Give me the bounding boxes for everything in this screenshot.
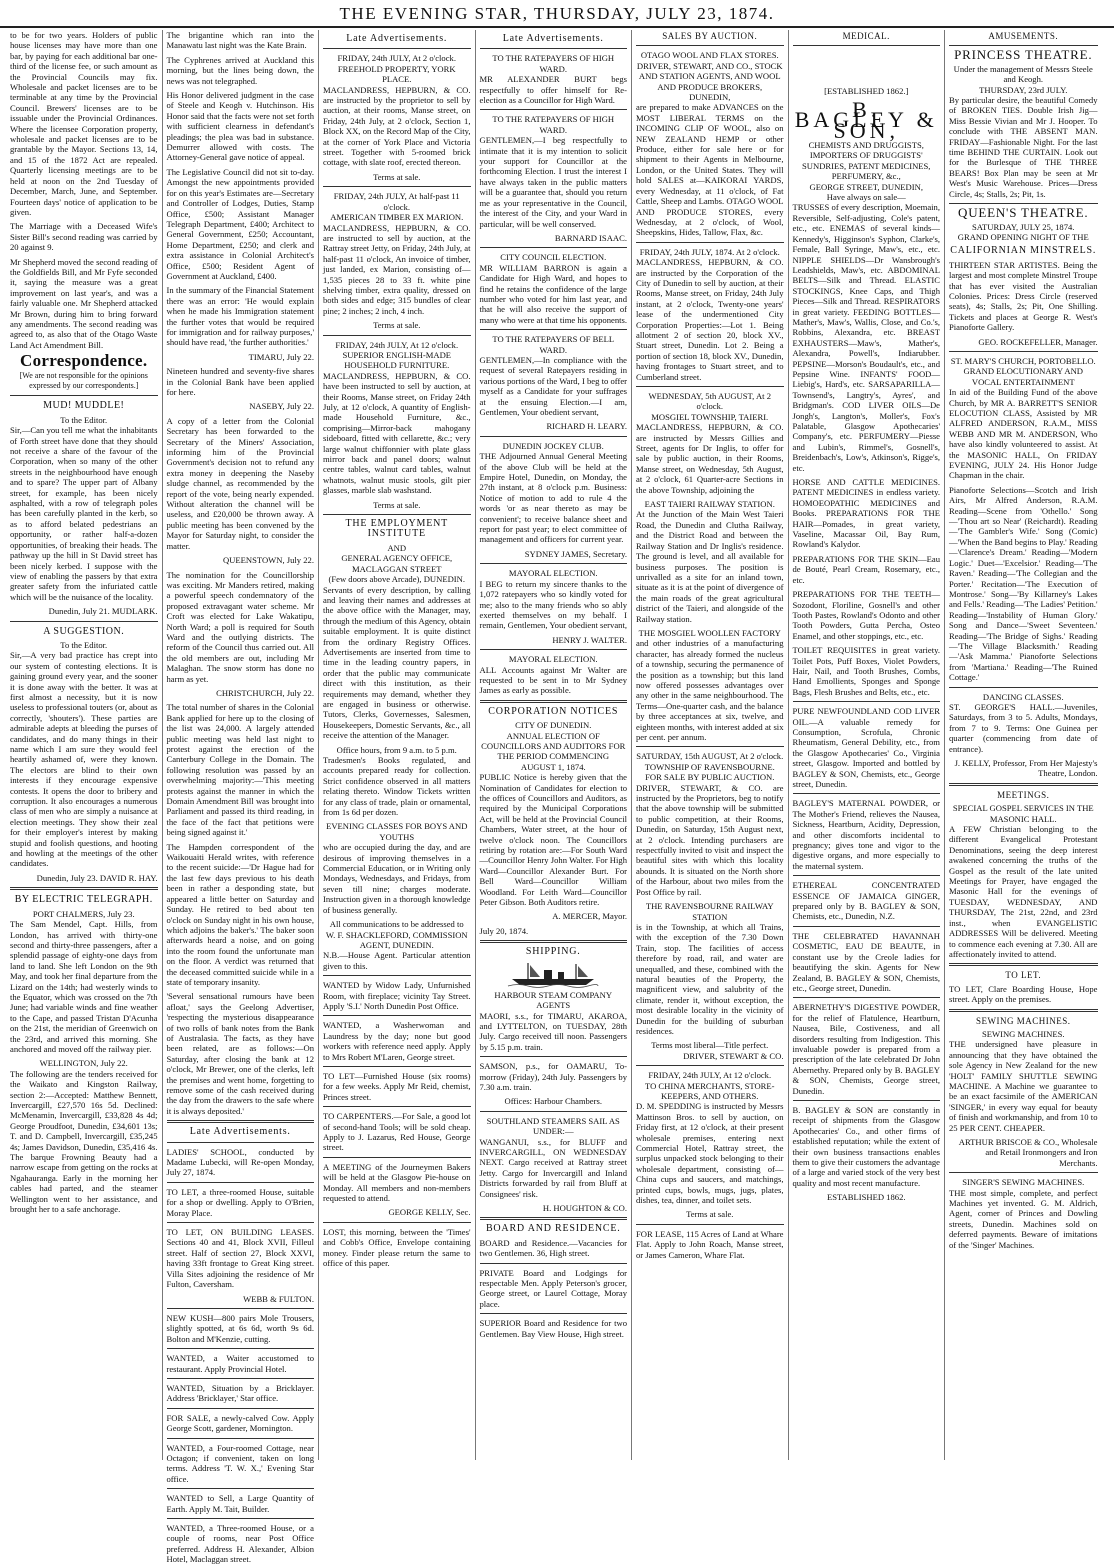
column-3: [319, 30, 476, 1460]
sale-title: SUPERIOR ENGLISH-MADE HOUSEHOLD FURNITURE.: [342, 349, 452, 371]
section-heading: AMUSEMENTS.: [988, 31, 1059, 41]
agent-note: N.B.—House Agent. Particular attention given to this.: [323, 950, 471, 971]
telegraph-body: The Sam Mendel, Capt. Hills, from London, has arrived with thirty-one second and thirty-three passengers, after a splendid passage of eighty-one days from land to land. She left London on the 9th May, and took her final departure from the Lizard on the 14th; had westerly winds to the Equator, which was crossed on the 7th June; had variable winds and fine weather to the Cape, and passed Tristan D'Acunha on the 21st, the meridian of Greenwich on the 23rd, and arrived this morning. She anchored and moved off the railway pier.: [10, 919, 158, 1054]
divider: [167, 1438, 315, 1439]
shipping-office: Offices: Harbour Chambers.: [504, 1096, 602, 1107]
divider: [949, 45, 1098, 46]
sale-date: SATURDAY, 15th AUGUST, At 2 o'clock.: [636, 751, 784, 762]
sale-title: MOSGIEL TOWNSHIP, TAIERI.: [651, 411, 769, 422]
divider: [793, 926, 941, 927]
section-heading: MEDICAL.: [842, 31, 890, 41]
disclaimer: [We are not responsible for the opinions expressed by our correspondents.]: [19, 370, 148, 390]
notice-signature: BARNARD ISAAC.: [554, 232, 627, 243]
theatre-programme: THIRTEEN STAR ARTISTES. Being the largest and most complete Minstrel Troupe that has ever visited the Australian Colonies. Prices: Dress Circle (reserved seats), 4s; Stalls, 2s; Pit, One Shilling. Tickets and places at George R. West's Pianoforte Gallery.: [949, 259, 1098, 333]
divider: [949, 203, 1098, 204]
divider: [323, 335, 471, 336]
sale-title: FREEHOLD PROPERTY, YORK PLACE.: [337, 63, 456, 85]
sale-title: OTAGO WOOL AND FLAX STORES.: [640, 50, 779, 61]
telegraph-heading: BY ELECTRIC TELEGRAPH.: [14, 894, 153, 906]
event-title: SPECIAL GOSPEL SERVICES IN THE MASONIC HALL.: [952, 803, 1094, 824]
letter-signature: Dunedin, July 21. MUDLARK.: [48, 606, 158, 617]
divider: [323, 1015, 471, 1016]
event-body: A FEW Christian belonging to the different Evangelical Protestant Denominations, seeing the deep interest awakened concerning the truths of the Gospel as the result of the late united Meetings for Prayer, have engaged the Masonic Hall for the evenings of TUESDAY, WEDNESDAY, AND THURSDAY, The 21st, 22nd, and 23rd inst., when EVANGELISTIC ADDRESSES Will be delivered. Meeting to commence each evening at 7.30. All are affectionately invited to attend.: [949, 824, 1098, 959]
institute-address: (Few doors above Arcade), DUNEDIN.: [328, 574, 465, 585]
theatre-title: QUEEN'S THEATRE.: [958, 205, 1089, 221]
notice-body: I BEG to return my sincere thanks to the 1,072 ratepayers who so kindly voted for me; also to the many friends who so ably exerted themselves on my behalf. I remain, Gentlemen, Your obedient servant,: [479, 578, 627, 631]
article-text: The Cyphrenes arrived at Auckland this morning, but the lines being down, the news was not telegraphed.: [166, 54, 314, 86]
divider: [793, 793, 941, 794]
notice-title: MAYORAL ELECTION.: [508, 654, 598, 665]
firm-name: B. BAGLEY & SON,: [794, 96, 938, 143]
shipping-heading: SHIPPING.: [525, 946, 581, 958]
column-7: [945, 30, 1102, 1460]
article-text: The nomination for the Councillorship was exciting. Mr Manders retired, making a powerful speech condemnatory of the proposed extravagant water scheme. Mr Croft was elected for Lake Wakatipu, North Ward; a poll is required for South Ward and the outlying districts. The reform of the Council thus carried out. All the old members are out, including Mr Malaghan. The snow storm has done no harm as yet.: [166, 569, 314, 684]
dateline: TIMARU, July 22.: [248, 351, 314, 362]
divider: [949, 1009, 1098, 1012]
notice-signature: HENRY J. WALTER.: [552, 634, 627, 645]
divider: [793, 997, 941, 998]
notice-body: ALL Accounts against Mr Walter are requested to be sent in to Mr Sydney James as early as possible.: [479, 664, 627, 696]
classified-ad: WANTED, a Washerwoman and Laundress by the day; none but good workers with reference need apply. Apply to Mrs Robert M'Laren, George street.: [323, 1020, 471, 1062]
divider: [10, 887, 158, 890]
institute-body: Tradesmen's Books regulated, and accounts prepared ready for collection. Strict confidence observed in all matters relating thereto. Window Tickets written for any class of trade, plain or ornamental, from 1s 6d per dozen.: [323, 755, 471, 818]
institute-body: Servants of every description, by calling and leaving their names and addresses at the above office with the Manager, may, through the medium of this Agency, obtain suitable employment. It is quite distinct from the ordinary Registry Offices. Advertisements are inserted from time to time in the leading country papers, in order that the public may communicate direct with this institution, as their requirements may demand, whether they are engaged in business or otherwise. Tutors, Clerks, Governesses, Salesmen, Housekeepers, Domestic Servants, &c., all receive the attention of the Manager.: [323, 584, 471, 741]
event-body: In aid of the Building Fund of the above Church, by MR A. BARRETT'S SENIOR ELOCUTION CLASS, Assisted by MR ALFRED ANDERSON, R.A.M., MISS WEBB AND MR M. ANDERSON, Who have also kindly volunteered to assist. At the MASONIC HALL, On FRIDAY EVENING, JULY 24. His Honor Judge Chapman in the chair.: [949, 387, 1098, 481]
institute-and: AND: [387, 542, 407, 553]
notice-body: GENTLEMEN,—I beg respectfully to intimate that it is my intention to solicit your support for Councillor at the forthcoming Election. I trust the interest I have always taken in the public matters will be a guarantee that, should you return me as your representative in the Council, the interest of the City, and your Ward in particular, will be well conserved.: [479, 135, 627, 229]
article-text: A copy of a letter from the Colonial Secretary has been forwarded to the Secretary of the Miners' Association, informing him of the Provincial Government's decision not to refund any extra money in deepening the Naseby sludge channel, as recommended by the report of the vote, being nearly expended. Without alteration the channel will be useless, and £20,000 be thrown away. A public meeting has been convened by the Mayor for Saturday night, to consider the matter.: [166, 415, 314, 551]
late-ads-heading: Late Advertisements.: [502, 33, 604, 44]
auction-ad: MACLANDRESS, HEPBURN, & CO. are instructed by Messrs Gillies and Street, agents for Dr Inglis, to offer for sale by public auction, in their Rooms, Manse street, on Wednesday, 5th August, at 2 o'clock, 61 Quarter-acre Sections in the above Township, adjoining the: [636, 422, 784, 495]
institute-subtitle: GENERAL AGENCY OFFICE, MACLAGGAN STREET: [341, 553, 453, 574]
article-text: The Legislative Council did not sit to-day. Amongst the new appointments provided for on this year's Estimates are—Secretary and Controller of Lodges, Duties, Stamp Office, £500; Assistant Manager Telegraph Department, £400; Architect to General Government, £250; Accountant, Home Department, £250; and clerk and extra assistance in Colonial Architect's Office, £500; Resident Agent of Government at Auckland, £400.: [166, 166, 314, 281]
letter-body: Sir,—A very bad practice has crept into our system of contesting elections. It is gaining ground every year, and the sooner it is done away with the better. It was at first almost a necessity, but it is now useless to professional touters (or, about as correctly, 'shouters'). These parties are admirable adepts at bleeding the purses of candidates, and do many things in their name which I am sure they would feel heartily ashamed of, were they known. The electors are blind to their own interests if they encourage expensive contests. It opens the door to bribery and corruption. It also encourages a numerous class of men who are simply a nuisance at election meetings. They show their zeal for their employer's interest by making stupid and foolish questions, and hooting and howling at the meetings of the other candidates.: [10, 650, 158, 869]
divider: [167, 1182, 315, 1183]
sale-title: THE RAVENSBOURNE RAILWAY STATION: [645, 901, 774, 922]
shipping-notice: MAORI, s.s., for TIMARU, AKAROA, and LYTTELTON, on TUESDAY, 28th July. Cargo received till noon. Passengers by 5.15 p.m. train.: [479, 1010, 627, 1052]
letter-salutation: To the Editor.: [60, 414, 108, 425]
medical-ad: B. BAGLEY & SON are constantly in receipt of shipments from the Glasgow Apothecaries' Co., and other firms of established reputation; while the extent of their own business transactions enables them to give their customers the advantage of a large and varied stock of the very best quality and most recent manufacture.: [792, 1104, 940, 1188]
firm-intro: Have always on sale—: [826, 192, 906, 203]
sale-title: EAST TAIERI RAILWAY STATION.: [644, 499, 775, 510]
divider: [636, 746, 784, 747]
divider: [323, 1222, 471, 1223]
divider: [636, 1224, 784, 1225]
divider: [323, 1066, 471, 1067]
divider: [480, 329, 628, 330]
theatre-date: SATURDAY, JULY 25, 1874.: [972, 221, 1075, 232]
dateline: QUEENSTOWN, July 22.: [222, 555, 314, 566]
notice-body: MR WILLIAM BARRON is again a Candidate for High Ward, and hopes to find he retains the confidence of the large number who voted for him last year, and that he will also receive the support of many who were at that time his opponents.: [479, 262, 627, 325]
telegraph-body: The following are the tenders received for the Waikato and Kingston Railway, section 2:—Accepted: Matthew Bennett, Invercargill, £27,570 16s 5d. Declined: McMenamin, Invercargill, £33,828 4s 4d; George Proudfoot, Dunedin, £34,601 13s; T. and D. Campbell, Invercargill, £35,245 4s; James Davidson, Dunedin, £35,416 4s. The barque Frowning Beauty had a narrow escape from getting on the rocks at Ngahauranga. Early in the morning her cables had parted, and the steamer Wellington went to her assistance, and brought her to a safe anchorage.: [10, 1068, 158, 1215]
auction-ad: D. M. SPEDDING is instructed by Messrs Mattinson Bros. to sell by auction, on Friday first, at 12 o'clock, at their present wholesale premises, entering next Commercial Hotel, Rattray street, the surplus unpacked stock belonging to their wholesale department, consisting of—China cups and saucers, and matchings, printed cups, bowls, mugs, jugs, plates, dishes, tea, dinner, and toilet sets.: [636, 1101, 784, 1206]
auction-ad: is in the Township, at which all Trains, with the exception of the 7.30 Down Train, stop. The facilities of access therefore by road, rail, and water are unequalled, and these, combined with the natural beauties of the Property, the magnificent view, and salubrity of the climate, render it, without exception, the most desirable locality in the vicinity of Dunedin for the building of suburban residences.: [636, 921, 784, 1036]
notice-body: PUBLIC Notice is hereby given that the Nomination of Candidates for election to the offices of Councillors and Auditors, as required by the Municipal Corporations Act, will be held at the Provincial Council Chambers, Water street, at the hour of twelve o'clock noon. The Councillors retiring by rotation are:—For South Ward—Councillor Henry John Walter. For High Ward—Councillor Alexander Burt. For Bell Ward—Councillor William Woodland. For Leith Ward—Councillor Peter Gibson. Both Auditors retire.: [479, 772, 627, 908]
office-hours: Office hours, from 9 a.m. to 5 p.m.: [336, 744, 457, 755]
sale-title: AMERICAN TIMBER EX MARION.: [330, 212, 464, 223]
article-text: Mr Shepherd moved the second reading of the Goldfields Bill, and Mr Fyfe seconded it, saying the measure was a great improvement on last year's, and was a fairly valuable one. Mr Shepherd attacked Mr Brown, during him to bring forward any amendments. The second reading was agreed to, as also that of the Otago Waste Land Act Amendment Bill.: [10, 256, 158, 350]
divider: [167, 1378, 315, 1379]
event-title: SINGER'S SEWING MACHINES.: [962, 1177, 1085, 1188]
sewing-ad: THE most simple, complete, and perfect Machines yet invented. G. M. Aldrich, Agent, corner of Princes and Dowling streets, Dunedin. Machines sold on deferred payments. Beware of imitations of the 'Singer' Machines.: [949, 1187, 1098, 1250]
notice-title: TO THE RATEPAYERS OF HIGH WARD.: [492, 53, 615, 74]
dateline: NASEBY, July 22.: [249, 401, 314, 412]
sewing-ad: THE undersigned have pleasure in announcing that they have obtained the sole Agency in New Zealand for the new 'HOLT' FAMILY SHUTTLE SEWING MACHINE. A Machine we guarantee to be an exact facsimile of the AMERICAN 'SINGER,' in every way equal for beauty of finish and workmanship, and from 10 to 25 PER CENT. CHEAPER.: [949, 1039, 1098, 1133]
late-ads-heading: Late Advertisements.: [189, 1126, 291, 1138]
article-text: His Honor delivered judgment in the case of Steele and Keogh v. Hutchinson. His Honor said that the facts were not set forth with sufficient clearness in defendant's pleadings; the plea was bad in substance. Demurrer allowed with costs. The Attorney-General gave notice of appeal.: [166, 90, 314, 163]
ad-signature: GEO. ROCKEFELLER, Manager.: [978, 336, 1098, 347]
steamship-icon: [508, 961, 598, 987]
divider: [480, 563, 628, 564]
auction-ad: are prepared to make ADVANCES on the MOST LIBERAL TERMS on the INCOMING CLIP OF WOOL, also on NEW ZEALAND HEMP or other Produce, either for sale here or for shipment to their Agents in Melbourne, London, or the United States. They will hold SALES at—KAIKORAI YARDS, every Wednesday, at 11 o'clock, of Fat Cattle, Sheep and Lambs. OTAGO WOOL AND PRODUCE STORES, every Wednesday, at 2 o'clock, of Wool, Sheepskins, Hides, Tallow, Flax, &c.: [636, 102, 784, 238]
sale-terms: Terms at sale.: [373, 171, 421, 182]
notice-signature: A. MERCER, Mayor.: [552, 911, 627, 922]
event-body: ST. GEORGE'S HALL.—Juveniles, Saturdays, from 3 to 5. Adults, Mondays, from 7 to 9. Terms: One Guinea per quarter (commencing from date of entrance).: [949, 701, 1098, 754]
page-columns: [6, 30, 1110, 1565]
classified-ad: PRIVATE Board and Lodgings for respectable Men. Apply Peterson's grocer, George street, or Laurel Cottage, Moray place.: [479, 1267, 627, 1309]
article-text: The Marriage with a Deceased Wife's Sister Bill's second reading was carried by 20 against 9.: [10, 221, 158, 253]
auction-ad: MACLANDRESS, HEPBURN, & CO. are instructed by the proprietor to sell by auction, at their rooms, Manse street, on Friday, 24th July, at 2 o'clock, Section 1, Block XX, on the Record Map of the City, at the corner of York Place and Victoria street. Together with 5-roomed brick cottage, with slate roof, erected thereon.: [323, 84, 471, 168]
auction-ad: MACLANDRESS, HEPBURN, & CO. have been instructed to sell by auction, at their Rooms, Manse street, on Friday 24th July, at 12 o'clock, A quantity of English-made Household Furniture, &c., comprising—Mirror-back mahogany sideboard, fitted with cellarette, &c.; very large walnut chiffonnier with plate glass mirror back and panel doors; walnut centre tables, walnut card tables, walnut whatnots, walnut music stools, gilt pier glasses, marble slab washstand.: [323, 370, 471, 496]
letter-salutation: To the Editor.: [60, 639, 108, 650]
letter-signature: Dunedin, July 23. DAVID R. HAY.: [36, 872, 158, 883]
section-heading: SEWING MACHINES.: [976, 1015, 1071, 1026]
divider: [480, 1263, 628, 1264]
sale-date: FRIDAY, 24th JULY, At 2 o'clock.: [337, 53, 456, 64]
divider: [636, 1065, 784, 1066]
event-programme: Pianoforte Selections—Scotch and Irish Airs, Mr Alfred Anderson, R.A.M. Reading—Scene from 'Othello.' Song—'Thou art so Near' (Reichardt). Reading—'The Gambler's Wife.' Song (Comic)—'When the Band begins to Play.' Reading—'Clarence's Dream.' Reading—'Modern Logic.' Duet—'Excelsior.' Reading—'The Raven.' Reading—'The Collegian and the Porter.' Recitation—'The Execution of Montrose.' Song—'By Killarney's Lakes and Fells.' Reading—'The Ladies' Petition.' Reading—'Instability of Human Glory.' Song and Dance—'Sweet Seventeen.' Reading—'The Bridge of Sighs.' Reading—'The Village Blacksmith.' Reading—'Ask Mamma.' Pianoforte Selections from 'Martiana.' Reading—'The Ruined Cottage.': [949, 484, 1098, 683]
product-list: PREPARATIONS FOR THE TEETH—Sozodont, Floriline, Gosnell's and other Tooth Pastes, Rowland's Odonto and other Tooth Powders, Gutta Percha, Osteo Enamel, and other stoppings, etc., etc.: [792, 589, 940, 641]
classified-ad: TO LET, Clare Boarding House, Hope street. Apply on the premises.: [949, 983, 1098, 1005]
sale-title: TO CHINA MERCHANTS, STORE-KEEPERS, AND OTHERS.: [644, 1080, 775, 1101]
column-6: [789, 30, 946, 1460]
medical-ad: PURE NEWFOUNDLAND COD LIVER OIL.—A valuable remedy for Consumption, Scrofula, Chronic Rheumatism, General Debility, etc., from the Glasgow Apothecaries' Co., Virginia street, Glasgow. Imported and bottled by BAGLEY & SON, Chemists, etc., George street, Dunedin.: [792, 706, 940, 789]
ad-signature: WEBB & FULTON.: [243, 1293, 314, 1304]
divider: [167, 1408, 315, 1409]
medical-ad: ETHEREAL CONCENTRATED ESSENCE OF JAMAICA GINGER, prepared only by B. BAGLEY & SON, Chemists, etc., Dunedin, N.Z.: [792, 880, 940, 922]
notice-title: CITY OF DUNEDIN.: [515, 720, 592, 731]
divider: [10, 621, 158, 622]
notice-body: THE Adjourned Annual General Meeting of the above Club will be held at the Empire Hotel, Dunedin, on Monday, the 27th instant, at 8 o'clock p.m. Business: Notice of motion to add to rule 4 the words 'or as near thereto as may be convenient'; to receive balance sheet and report for past year; to elect committee of management and officers for current year.: [479, 451, 627, 545]
divider: [480, 247, 628, 248]
divider: [636, 242, 784, 243]
divider: [480, 649, 628, 650]
newspaper-title: THE EVENING STAR, THURSDAY, JULY 23, 1874.: [339, 4, 775, 23]
divider: [949, 783, 1098, 786]
classified-ad: BOARD and Residence.—Vacancies for two Gentlemen. 36, High street.: [479, 1237, 627, 1259]
sale-date: FRIDAY, 24th JULY, At 12 o'clock.: [335, 339, 459, 350]
divider: [10, 395, 158, 396]
divider: [167, 1488, 315, 1489]
auction-ad: MACLANDRESS, HEPBURN, & CO. are instructed by the Corporation of the City of Dunedin to sell by auction, at their Rooms, Manse street, on Friday, 24th July instant, at 2 o'clock, Twenty-one years' lease of the undermentioned City Corporation Properties:—Lot 1. Being allotment 2 of section 20, block XV., Stuart street, Dunedin. Lot 2. Being a portion of section 18, block XV., Dunedin, having frontages to Stuart street, and to Cumberland street.: [636, 257, 784, 382]
sale-subtitle: FOR SALE BY PUBLIC AUCTION.: [645, 772, 775, 783]
notice-title: HARBOUR STEAM COMPANY AGENTS: [494, 989, 613, 1011]
medical-ad: BAGLEY'S MATERNAL POWDER, or The Mother's Friend, relieves the Nausea, Sickness, Heartburn, Acidity, Depression, and other discomforts incidental to pregnancy; gives tone and vigor to the digestive organs, and more especially to the maternal system.: [792, 798, 940, 871]
board-heading: BOARD AND RESIDENCE.: [485, 1223, 621, 1235]
divider: [480, 1313, 628, 1314]
classified-ad: TO CARPENTERS.—For Sale, a good lot of second-hand Tools; will be sold cheap. Apply to J. Lazarus, Red House, George street.: [323, 1111, 471, 1153]
product-list: TOILET REQUISITES in great variety. Toilet Pots, Puff Boxes, Violet Powders, Hair, Nail, and Tooth Brushes, Combs, Hand Emollients, Sponges and Sponge Bags, Flesh Brushes and Belts, etc., etc.: [792, 645, 940, 697]
divider: [323, 514, 471, 515]
divider: [480, 1217, 628, 1220]
sale-terms: Terms at sale.: [686, 1209, 734, 1220]
classes-address: All communications to be addressed to: [329, 919, 464, 930]
column-1: [6, 30, 163, 1460]
classified-ad: WANTED to Sell, a Large Quantity of Earth. Apply M. Tait, Builder.: [166, 1493, 314, 1514]
established-note: [ESTABLISHED 1862.]: [824, 86, 909, 97]
sale-date: FRIDAY, 24th JULY, 1874. At 2 o'clock.: [639, 246, 780, 257]
ad-signature: ARTHUR BRISCOE & CO., Wholesale and Retail Ironmongers and Iron Merchants.: [958, 1137, 1098, 1168]
letter-title: A SUGGESTION.: [43, 625, 125, 637]
divider: [480, 1056, 628, 1057]
article-text: In the summary of the Financial Statement there was an error: 'He would explain when he made his Immigration statement the further votes that would be required for immigration and for railway purposes,' should have read, 'the further authorities.': [166, 285, 314, 348]
classified-ad: TO LET, a three-roomed House, suitable for a shop or dwelling. Apply to O'Brien, Moray Place.: [166, 1186, 314, 1218]
divider: [480, 436, 628, 437]
article-text: 'Several sensational rumours have been afloat,' says the Geelong Advertiser, 'respecting the mysterious disappearance of two rolls of bank notes from the Bank of Australasia. The facts, as they have been related, are as follows:—On Saturday, after closing the bank at 12 o'clock, Mr Brewer, one of the clerks, left the premises and went home, forgetting to remove some of the cash received during the day from the drawers to the safe where it is always deposited.': [166, 991, 314, 1116]
theatre-date: THURSDAY, 23rd JULY.: [979, 84, 1068, 95]
established-note: ESTABLISHED 1862.: [826, 1192, 906, 1203]
medical-ad: ABERNETHY'S DIGESTIVE POWDER, for the relief of Flatulence, Heartburn, Nausea, Bile, Costiveness, and all disorders resulting from Indigestion. This invaluable powder is prepared from a prescription of the late celebrated Dr John Abernethy. Prepared only by B. BAGLEY & SON, Chemists, George street, Dunedin.: [792, 1002, 940, 1096]
notice-signature: RICHARD H. LEARY.: [546, 421, 627, 432]
auction-ad: DRIVER, STEWART, & CO. are instructed by the Proprietors, beg to notify that the above township will be submitted to public competition, at their Rooms, Dunedin, on Saturday, 15th August next, at 2 o'clock. Intending purchasers are respectfully invited to visit and inspect the beautiful sites with which this locality abounds. It is situated on the North shore of the Harbour, about two miles from the Post Office by rail.: [636, 782, 784, 897]
divider: [949, 351, 1098, 352]
divider: [167, 1120, 315, 1123]
ad-signature: GEORGE KELLY, Sec.: [388, 1207, 471, 1218]
auction-ad: At the Junction of the Main West Taieri Road, the Dunedin and Clutha Railway, and the District Road and between the Railway Station and Dr Inglis's residence. The ground is level, and all available for business purposes. The position is unrivalled as a site for an inland town, situate as it is at the point of divergence of the main roads of the great agricultural district of the Taieri, and alongside of the Railway station.: [636, 509, 784, 624]
theatre-title: PRINCESS THEATRE.: [954, 47, 1093, 63]
classified-ad: WANTED by Widow Lady, Unfurnished Room, with fireplace; vicinity Tay Street. Apply 'S.I.' North Dunedin Post Office.: [323, 980, 471, 1011]
sale-title: THE MOSGIEL WOOLLEN FACTORY: [638, 627, 781, 638]
article-text: Nineteen hundred and seventy-five shares in the Colonial Bank have been applied for here.: [166, 366, 314, 397]
article-text: The brigantine which ran into the Manawatu last night was the Kate Brain.: [166, 30, 314, 51]
section-heading: TO LET.: [1005, 970, 1042, 981]
agent-name: W. F. SHACKLEFORD, COMMISSION AGENT, DUNEDIN.: [325, 929, 468, 950]
sale-date: FRIDAY, 24th JULY, At half-past 11 o'clock.: [333, 191, 460, 212]
ad-signature: DRIVER, STEWART & CO.: [683, 1050, 784, 1061]
notice-date: July 20, 1874.: [479, 925, 529, 936]
correspondence-heading: Correspondence.: [20, 351, 148, 371]
column-4: [476, 30, 633, 1460]
divider: [636, 45, 784, 46]
divider: [323, 186, 471, 187]
section-heading: SALES BY AUCTION.: [662, 31, 758, 41]
article-text: The Hampden correspondent of the Waikouaiti Herald writes, with reference to the recent suicide:—'Dr Hague had for the last few days previous to his death been in rather a desponding state, but appeared a little better on Saturday and Sunday. He retired to bed about ten o'clock on Sunday night in his own house, which adjoins the baker's.' The baker soon afterwards heard a noise, and on going into the room found the unfortunate man on the floor. A verdict was returned that the deceased committed suicide while in a state of temporary insanity.: [166, 841, 314, 987]
classes-body: who are occupied during the day, and are desirous of improving themselves in a Commercial Education, or in Writing only Mondays, Wednesdays, and Fridays, from seven till nine; charges moderate. Instruction given in a thorough knowledge of business generally.: [323, 842, 471, 915]
divider: [480, 1111, 628, 1112]
sale-terms: Terms most liberal—Title perfect.: [651, 1040, 769, 1051]
divider: [949, 963, 1098, 966]
corporation-heading: CORPORATION NOTICES: [488, 705, 619, 717]
classified-ad: TO LET—Furnished House (six rooms) for a few weeks. Apply Mr Reid, chemist, Princes street.: [323, 1070, 471, 1102]
notice-title: TO THE RATEPAYERS OF BELL WARD.: [492, 334, 615, 355]
classified-ad: WANTED, a Waiter accustomed to restaurant. Apply Provincial Hotel.: [166, 1353, 314, 1374]
divider: [793, 1100, 941, 1101]
divider: [636, 386, 784, 387]
troupe-name: CALIFORNIAN MINSTRELS.: [950, 245, 1097, 257]
divider: [949, 1172, 1098, 1173]
divider: [323, 48, 471, 49]
divider: [167, 1222, 315, 1223]
section-heading: MEETINGS.: [997, 789, 1050, 800]
classified-ad: NEW KUSH—800 pairs Mole Trousers, slightly spotted, at 6s 6d, worth 9s 6d. Bolton and M'Kenzie, cutting.: [166, 1312, 314, 1344]
theatre-programme: By particular desire, the beautiful Comedy of BROKEN TIES. Double Irish Jig—Miss Bessie Vivian and Mr J. Hooper. To conclude with THE ABSENT MAN. FRIDAY—Fashionable Night. For the last time BEHIND THE CURTAIN. Look out for the Burlesque of THE THREE BEARS! Box Plan may be seen at Mr West's Music Warehouse. Prices—Dress Circle, 4s; Stalls, 2s; Pit, 1s.: [949, 95, 1098, 199]
notice-signature: SYDNEY JAMES, Secretary.: [524, 548, 627, 559]
theatre-opening: GRAND OPENING NIGHT OF THE: [957, 231, 1089, 242]
notice-title: TO THE RATEPAYERS OF HIGH WARD.: [492, 114, 615, 135]
classified-ad: LADIES' SCHOOL, conducted by Madame Lubecki, will Re-open Monday, July 27, 1874.: [166, 1146, 314, 1178]
classified-ad: WANTED, a Four-roomed Cottage, near Octagon; if convenient, taken on long terms. Address 'T. W. X.,' Evening Star office.: [166, 1442, 314, 1484]
divider: [480, 700, 628, 703]
notice-title: MAYORAL ELECTION.: [508, 568, 598, 579]
ad-signature: J. KELLY, Professor, From Her Majesty's Theatre, London.: [954, 758, 1098, 779]
notice-subtitle: ANNUAL ELECTION OF COUNCILLORS AND AUDITORS FOR THE PERIOD COMMENCING AUGUST 1, 1874.: [481, 730, 626, 772]
firm-subtitle: CHEMISTS AND DRUGGISTS, IMPORTERS OF DRUGGISTS' SUNDRIES, PATENT MEDICINES, PERFUMERY, &c.,: [802, 140, 931, 182]
firm-address: GEORGE STREET, DUNEDIN,: [809, 181, 923, 192]
divider: [480, 109, 628, 110]
sale-date: FRIDAY, 24th JULY, At 12 o'clock.: [648, 1070, 772, 1081]
notice-title: DUNEDIN JOCKEY CLUB.: [502, 440, 604, 451]
column-2: [163, 30, 320, 1565]
classified-ad: SUPERIOR Board and Residence for two Gentlemen. Bay View House, High street.: [479, 1318, 627, 1339]
letter-title: MUD! MUDDLE!: [43, 400, 125, 412]
event-subtitle: GRAND ELOCUTIONARY AND VOCAL ENTERTAINMENT: [963, 366, 1083, 387]
column-5: [632, 30, 789, 1460]
divider: [167, 1308, 315, 1309]
notice-body: GENTLEMEN,—In compliance with the request of several Ratepayers residing in various portions of the Ward, I beg to offer myself as a Candidate for your suffrages at the ensuing Election.—I am, Gentlemen, Your obedient servant,: [479, 354, 627, 417]
classified-ad: TO LET, ON BUILDING LEASES. Sections 40 and 41, Block XVII, Filleul street. Half of section 27, Block XXVI, having 33ft frontage to Great King street. Villa Sites adjoining the residence of Mr Fulton, Caversham.: [166, 1227, 314, 1290]
divider: [949, 687, 1098, 688]
divider: [323, 1106, 471, 1107]
letter-body: Sir,—Can you tell me what the inhabitants of Forth street have done that they should not receive a share of the favour of the Corporation, when so many of the other streets in the neighbourhood have enough and to spare? The upper part of Albany street, for example, has been nicely asphalted, with a row of telegraph poles has been carefully planted in the kerb, so as to afford belated pedestrians an opportunity, or rather half-a-dozen opportunities, of breaking their heads. The pathway up the hill in St David street has been nicely kerbed. I suppose with the view of enabling the passers by that extra greater safety from the infuriated cattle which will be the nuisance of the locality.: [10, 425, 158, 602]
firm-name: DRIVER, STEWART, AND CO., STOCK AND STATION AGENTS, AND WOOL AND PRODUCE BROKERS, DUNEDIN,: [636, 60, 783, 103]
product-list: TRUSSES of every description, Moemain, Reversible, Self-adjusting, Cole's patent, etc., etc. ENEMAS of several kinds—Kennedy's, Higginson's Syphon, Clarke's, Female, Ball Syringe, Maw's, etc., etc. NIPPLE SHIELDS—Dr Wansbrough's Leadshields, Maw's, etc. ABDOMINAL BELTS—Silk and Thread. ELASTIC STOCKINGS, Knee Caps, and Thigh Pieces—Silk and Thread. RESPIRATORS in great variety. FEEDING BOTTLES—Mather's, Maw's, Wallis, Close, and Co.'s, Robbins, Alexandra, etc. BREAST EXHAUSTERS—Maw's, Mather's, Alexandra, Powell's, Indiarubber. PEPSINE—Morson's Boudault's, etc., and Pepsine Wine. INFANTS' FOOD—Liebig's, Hard's, etc. SARSAPARILLA—Townsend's, Langtry's, Ayres', and Bridgman's. COD LIVER OILS—De Jongh's, Langton's, Moller's, Fox's Palatable, Glasgow Apothecaries' Company's, etc. PERFUMERY—Piesse and Lubin's, Rimmel's, Gosnell's, Breidenbach's, Low's, Atkinson's, Rigge's, etc.: [792, 202, 940, 473]
divider: [480, 940, 628, 943]
classified-ad: LOST, this morning, between the 'Times' and Cobb's Office, Envelope containing money. Finder please return the same to office of this paper.: [323, 1226, 471, 1269]
divider: [167, 1348, 315, 1349]
shipping-notice: SAMSON, p.s., for OAMARU, To-morrow (Friday), 24th July. Passengers by 7.30 a.m. train.: [479, 1061, 627, 1092]
institute-title: THE EMPLOYMENT INSTITUTE: [345, 518, 449, 540]
product-list: HORSE AND CATTLE MEDICINES. PATENT MEDICINES in endless variety. HOMOEOPATHIC MEDICINES and Books. PREPARATIONS FOR THE HAIR—Pomades, in great variety, Vaseline, Macassar Oil, Bay Rum, Rowland's Kalydor.: [792, 477, 940, 550]
classified-ad: WANTED, Situation by a Bricklayer. Address 'Bricklayer,' Star office.: [166, 1382, 314, 1404]
classified-ad: WANTED, a Three-roomed House, or a couple of rooms, near Post Office preferred. Address H. Alexander, Albion Hotel, Maclaggan street.: [166, 1523, 314, 1565]
notice-body: MR ALEXANDER BURT begs respectfully to offer himself for Re-election as a Councillor for High Ward.: [479, 74, 627, 106]
notice-title: SOUTHLAND STEAMERS SAIL AS UNDER:—: [486, 1115, 620, 1137]
medical-ad: THE CELEBRATED HAVANNAH COSMETIC, EAU DE BEAUTE, in constant use by the Creole ladies for beautifying the skin. Agents for New Zealand, B. BAGLEY & SON, Chemists, etc., George street, Dunedin.: [792, 930, 940, 993]
sale-date: WEDNESDAY, 5th AUGUST, At 2 o'clock.: [648, 391, 772, 412]
classified-ad: FOR SALE, a newly-calved Cow. Apply George Scott, gardener, Mornington.: [166, 1412, 314, 1434]
divider: [480, 48, 628, 49]
auction-ad: and other industries of a manufacturing character, has already formed the nucleus of a township, securing the permanence of the position as a township; but this land now offered possesses advantages over any other in the same neighbourhood. The Terms—One-quarter cash, and the balance by three acceptances at six, twelve, and eighteen months, with interest added at six per cent. per annum.: [636, 638, 784, 742]
event-title: SEWING MACHINES.: [981, 1028, 1065, 1039]
sale-title: TOWNSHIP OF RAVENSBOURNE.: [644, 761, 775, 772]
event-title: DANCING CLASSES.: [982, 691, 1064, 702]
dateline: CHRISTCHURCH, July 22.: [216, 687, 314, 698]
dateline: PORT CHALMERS, July 23.: [32, 908, 135, 919]
auction-ad: MACLANDRESS, HEPBURN, & CO. are instructed to sell by auction, at the Rattray street Jetty, on Friday, 24th July, at half-past 11 o'clock, An invoice of timber, just landed, ex Marion, consisting of—1,535 pieces 28 to 33 ft. white pine shelving timber, extra quality, dressed on both sides and edge; 315 bundles of clear pine; 2 inches; 2 inch, 4 inch.: [323, 222, 471, 316]
sale-terms: Terms at sale.: [373, 499, 421, 510]
late-ads-heading: Late Advertisements.: [346, 33, 448, 44]
divider: [793, 45, 941, 46]
divider: [167, 1142, 315, 1143]
sale-terms: Terms at sale.: [373, 320, 421, 331]
divider: [323, 1157, 471, 1158]
masthead: [0, 0, 1114, 28]
divider: [167, 1518, 315, 1519]
notice-title: CITY COUNCIL ELECTION.: [500, 252, 607, 263]
classified-ad: A MEETING of the Journeymen Bakers will be held at the Glasgow Pie-house on Monday. All members and non-members requested to attend.: [323, 1161, 471, 1204]
shipping-notice: WANGANUI, s.s., for BLUFF and INVERCARGILL, ON WEDNESDAY NEXT. Cargo received at Rattray street Jetty. Cargo for Invercargill and Inland Districts forwarded by rail from Bluff at Consignees' risk.: [479, 1136, 627, 1199]
dateline: WELLINGTON, July 22.: [39, 1058, 128, 1069]
divider: [793, 701, 941, 702]
article-text: The total number of shares in the Colonial Bank applied for here up to the closing of the list was 24,000. A largely attended public meeting was held last night to protest against the erection of the Canterbury College in the Domain. The following resolution was passed by an overwhelming majority:—'This meeting protests against the manner in which the Domain Amendment Bill was brought into Parliament and passed its third reading, in the face of the fact that petitions were being signed against it.': [166, 702, 314, 838]
divider: [793, 875, 941, 876]
classified-ad: FOR LEASE, 115 Acres of Land at Whare Flat. Apply to John Roach, Manse street, or James Cameron, Whare Flat.: [636, 1228, 784, 1260]
event-title: ST. MARY'S CHURCH, PORTOBELLO.: [950, 355, 1096, 366]
product-list: PREPARATIONS FOR THE SKIN—Eau de Bouté, Pearl Cream, Rosemary, etc., etc.: [792, 553, 940, 585]
article-text: to be for two years. Holders of public house licenses may have more than one bar, by paying for each additional bar one-third of the license fee, or such amount as the Provincial Councils may fix. Wholesale and packet licenses are to be terminable at any time by the Provincial Council. Brewers' licenses are to be issuable under the Provincial Ordinances. Where the licensee Corporation property, wholesale and packet licenses are to be grantable by the Mayor. Sections 13, 14, and 15 of the 1872 Act are repealed. Quarterly licensing meetings are to be held at noon on the 2nd Tuesday of December, March, June, and September. Fourteen days' notice of application to be given.: [10, 30, 158, 217]
notice-signature: H. HOUGHTON & CO.: [542, 1203, 627, 1213]
divider: [323, 975, 471, 976]
classes-title: EVENING CLASSES FOR BOYS AND YOUTHS: [326, 821, 468, 842]
theatre-management: Under the management of Messrs Steele and Keogh.: [953, 63, 1093, 85]
